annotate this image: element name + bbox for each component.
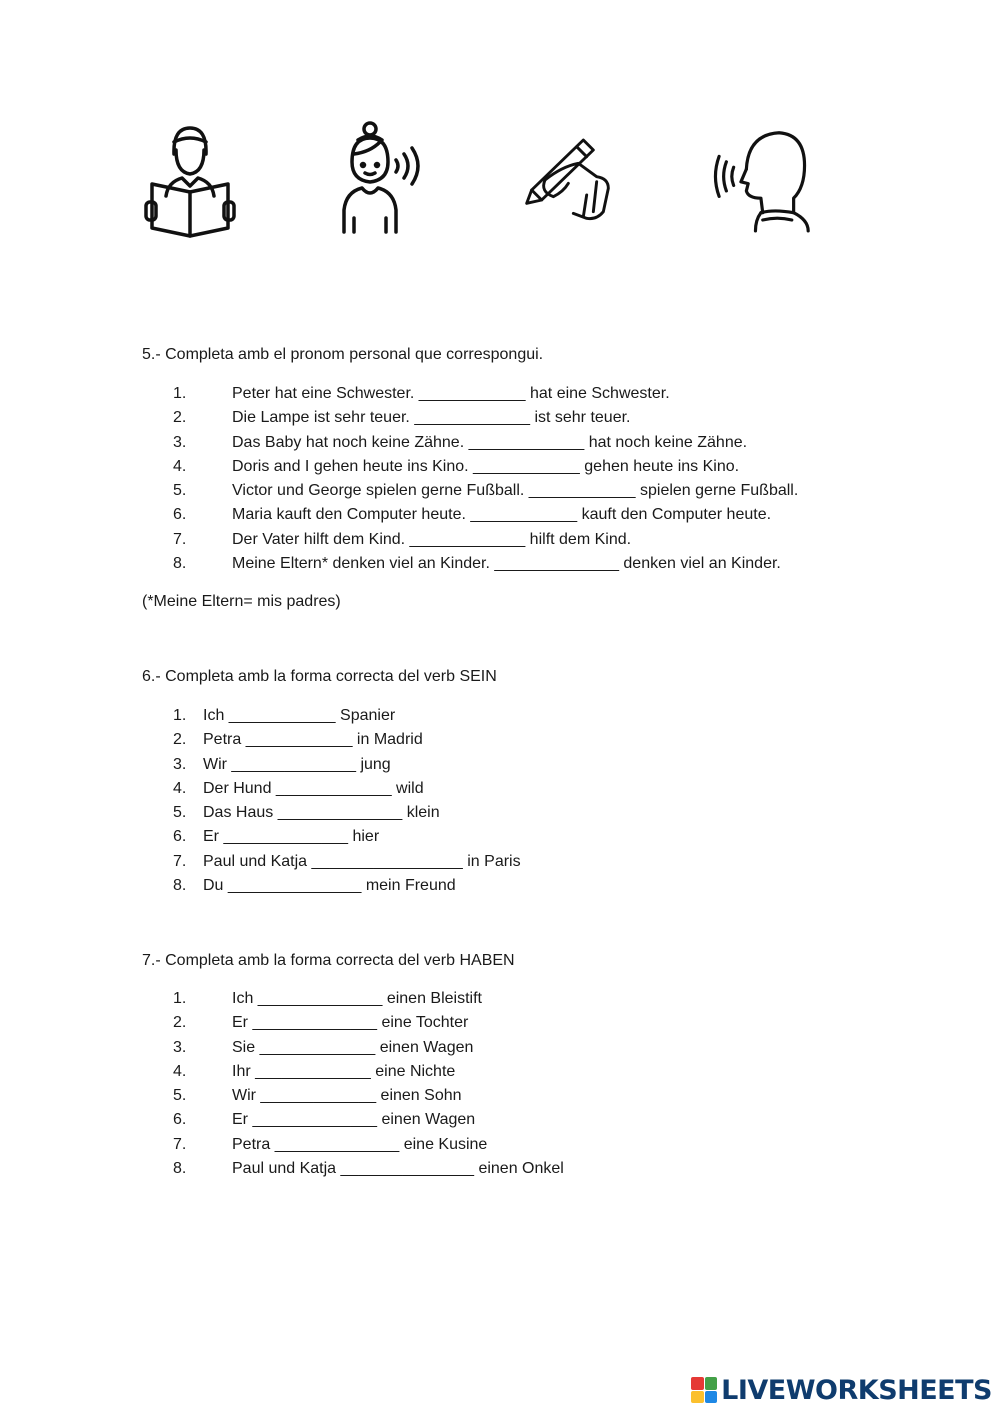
item-text: Du _______________ mein Freund [203, 877, 456, 895]
item-text: Ich ____________ Spanier [203, 707, 396, 724]
item-number: 2. [173, 1014, 187, 1032]
item-number: 4. [173, 779, 187, 797]
listening-icon [330, 120, 430, 240]
liveworksheets-brand [691, 1375, 992, 1405]
item-text: Wir ______________ jung [203, 755, 391, 773]
item-text: Ihr _____________ eine Nichte [232, 1062, 456, 1080]
item-text: Maria kauft den Computer heute. ____________ kauft den Computer heute. [232, 506, 772, 524]
item-text: Der Hund _____________ wild [203, 779, 424, 797]
item-number: 3. [173, 1038, 187, 1056]
section-7-title: 7.- Completa amb la forma correcta del verb HABEN [142, 952, 515, 969]
item-text: Ich ______________ einen Bleistift [232, 990, 482, 1007]
logo-square [691, 1377, 704, 1390]
item-number: 1. [173, 990, 187, 1007]
reading-icon [140, 120, 240, 240]
speaking-icon [710, 120, 810, 240]
skills-icons-row [140, 120, 840, 240]
liveworksheets-logo-icon [691, 1377, 717, 1403]
logo-square [705, 1391, 718, 1404]
item-text: Petra ______________ eine Kusine [232, 1135, 488, 1153]
item-text: Er ______________ einen Wagen [232, 1111, 476, 1129]
section-5-title: 5.- Completa amb el pronom personal que correspongui. [142, 346, 544, 363]
item-number: 8. [173, 555, 187, 573]
item-number: 1. [173, 707, 187, 724]
item-number: 8. [173, 1160, 187, 1178]
item-number: 1. [173, 385, 187, 402]
item-text: Er ______________ eine Tochter [232, 1014, 469, 1032]
item-number: 5. [173, 482, 187, 500]
item-number: 4. [173, 457, 187, 475]
item-number: 5. [173, 1087, 187, 1105]
item-number: 7. [173, 852, 187, 870]
writing-icon [520, 120, 620, 240]
item-number: 6. [173, 506, 187, 524]
item-text: Petra ____________ in Madrid [203, 731, 423, 749]
section-6-title: 6.- Completa amb la forma correcta del verb SEIN [142, 668, 497, 685]
item-text: Er ______________ hier [203, 828, 380, 846]
item-number: 6. [173, 1111, 187, 1129]
item-text: Doris and I gehen heute ins Kino. ____________ gehen heute ins Kino. [232, 457, 740, 475]
item-text: Peter hat eine Schwester. ____________ hat eine Schwester. [232, 385, 670, 402]
item-number: 3. [173, 755, 187, 773]
logo-square [705, 1377, 718, 1390]
item-text: Sie _____________ einen Wagen [232, 1038, 474, 1056]
item-number: 2. [173, 409, 187, 427]
item-number: 4. [173, 1062, 187, 1080]
item-text: Der Vater hilft dem Kind. _____________ hilft dem Kind. [232, 530, 632, 548]
item-number: 7. [173, 1135, 187, 1153]
item-number: 8. [173, 877, 187, 895]
item-text: Die Lampe ist sehr teuer. _____________ ist sehr teuer. [232, 409, 631, 427]
item-number: 2. [173, 731, 187, 749]
item-number: 3. [173, 433, 187, 451]
item-number: 6. [173, 828, 187, 846]
item-text: Victor und George spielen gerne Fußball. ____________ spielen gerne Fußball. [232, 482, 799, 500]
section-5-note: (*Meine Eltern= mis padres) [142, 593, 341, 610]
item-text: Das Baby hat noch keine Zähne. _____________ hat noch keine Zähne. [232, 433, 748, 451]
item-text: Das Haus ______________ klein [203, 804, 440, 822]
logo-square [691, 1391, 704, 1404]
item-number: 5. [173, 804, 187, 822]
item-text: Wir _____________ einen Sohn [232, 1087, 462, 1105]
item-text: Paul und Katja _______________ einen Onkel [232, 1160, 564, 1178]
item-text: Meine Eltern* denken viel an Kinder. ______________ denken viel an Kinder. [232, 555, 781, 573]
item-text: Paul und Katja _________________ in Paris [203, 852, 521, 870]
item-number: 7. [173, 530, 187, 548]
liveworksheets-wordmark: LIVEWORKSHEETS [721, 1374, 992, 1406]
